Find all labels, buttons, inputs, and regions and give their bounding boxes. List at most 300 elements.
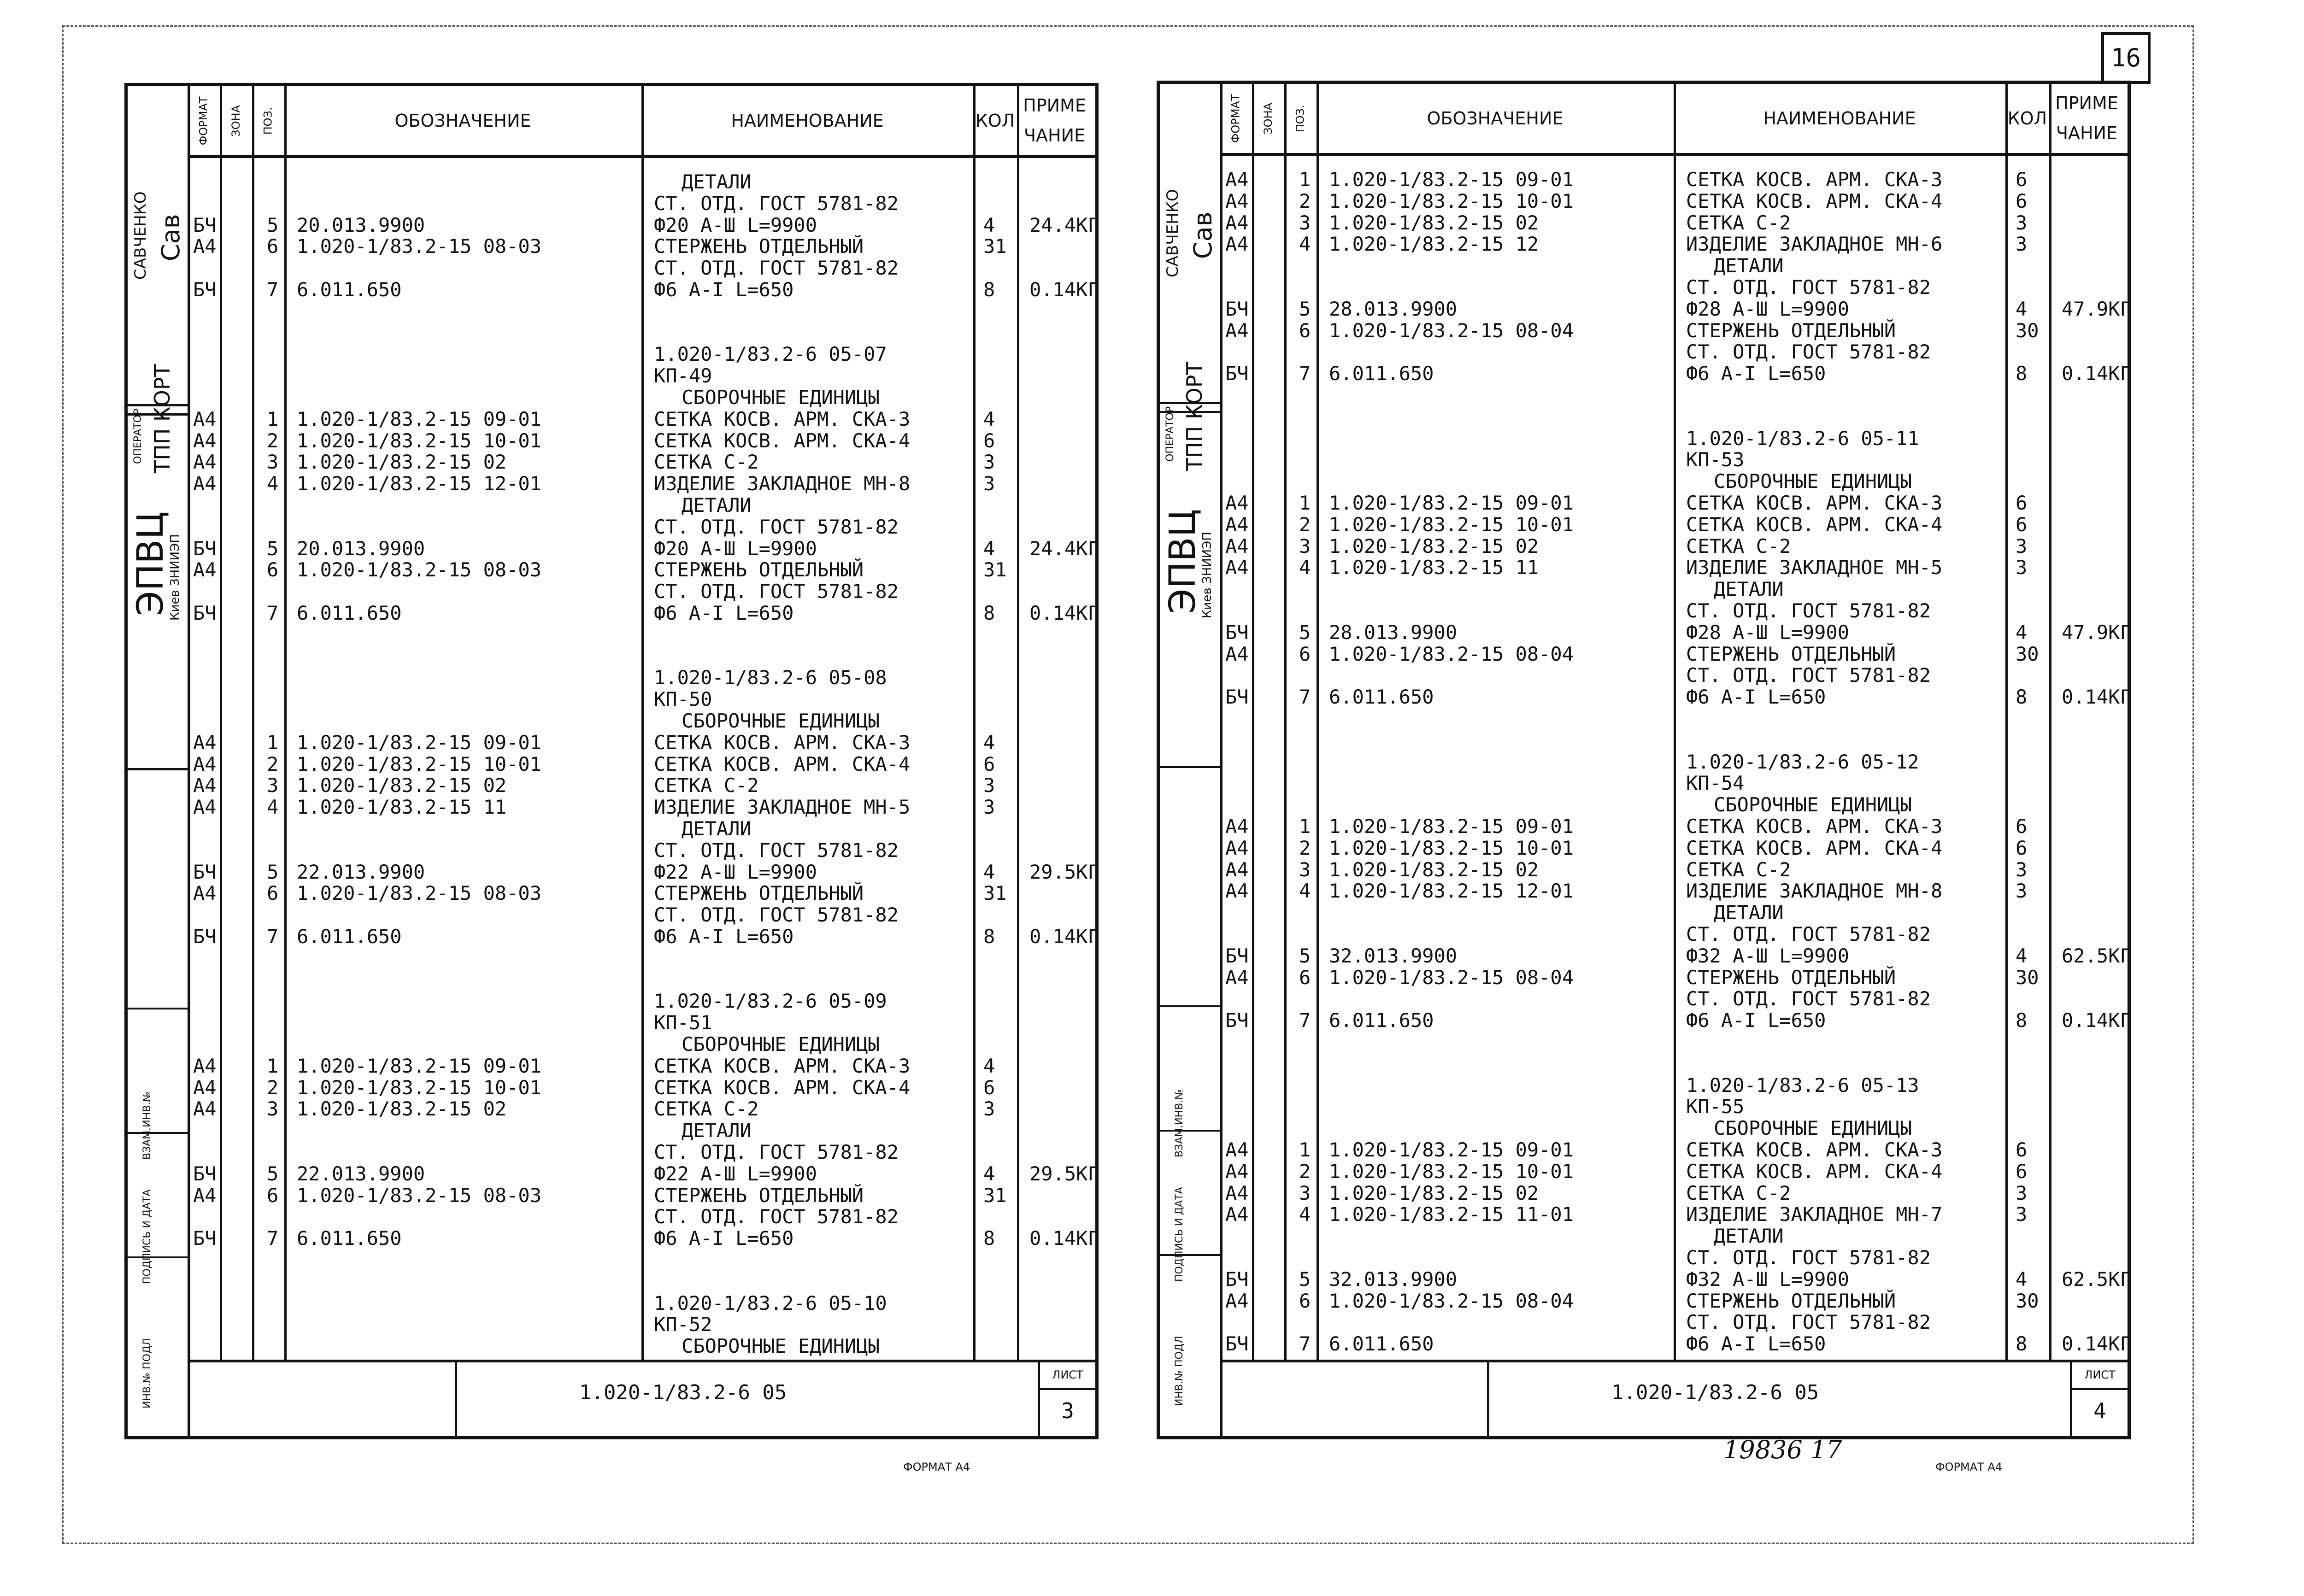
stamp-divider [128, 1008, 188, 1009]
row-designation: 1.020-1/83.2-15 09-01 [297, 407, 542, 430]
table-row [188, 1098, 1095, 1120]
row-qty: 4 [2016, 1267, 2028, 1291]
table-row [1220, 644, 2128, 665]
row-name: СЕТКА С-2 [1686, 211, 1791, 234]
row-designation: 1.020-1/83.2-15 12-01 [1329, 880, 1574, 903]
row-name: 1.020-1/83.2-6 05-12 [1686, 750, 1919, 773]
row-name: Ф6 А-I L=650 [1686, 362, 1826, 385]
table-row [188, 430, 1095, 452]
row-note: 24.4КГ [1029, 213, 1099, 236]
stamp-archive-label: ИНВ.№ ПОДЛ [141, 1338, 153, 1408]
row-name: ДЕТАЛИ [682, 170, 752, 193]
row-designation: 1.020-1/83.2-15 11 [1329, 556, 1539, 579]
row-name: Ф6 А-I L=650 [654, 278, 794, 301]
row-note: 0.14КГ [1029, 278, 1099, 301]
row-name: СЕТКА КОСВ. АРМ. СКА-4 [654, 752, 911, 775]
row-name: СТЕРЖЕНЬ ОТДЕЛЬНЫЙ [654, 882, 864, 905]
row-qty: 6 [2016, 492, 2028, 514]
row-qty: 3 [2016, 556, 2028, 579]
row-name: СЕТКА КОСВ. АРМ. СКА-4 [1686, 513, 1943, 536]
header-note-line1: ПРИМЕ [2055, 93, 2118, 114]
table-row [1220, 234, 2128, 255]
row-format: А4 [1225, 1289, 1249, 1312]
row-format: БЧ [1225, 1009, 1249, 1032]
row-pos: 1 [267, 407, 279, 430]
row-name: Ф22 А-Ш L=9900 [654, 860, 817, 883]
table-row [1220, 385, 2128, 406]
row-designation: 1.020-1/83.2-15 02 [297, 1097, 507, 1121]
row-name: СТ. ОТД. ГОСТ 5781-82 [1686, 276, 1931, 299]
table-row [188, 775, 1095, 796]
row-format: А4 [1225, 815, 1249, 838]
row-name: СЕТКА С-2 [654, 451, 759, 474]
row-note: 47.9КГ [2062, 621, 2132, 644]
row-name: 1.020-1/83.2-6 05-13 [1686, 1074, 1919, 1097]
row-name: Ф20 А-Ш L=9900 [654, 537, 817, 560]
row-qty: 4 [983, 731, 995, 754]
row-format: А4 [1225, 168, 1249, 191]
row-format: А4 [193, 429, 217, 452]
table-row [1220, 406, 2128, 428]
sheet-number: 4 [2093, 1398, 2106, 1423]
row-qty: 6 [2016, 168, 2028, 191]
row-name: ДЕТАЛИ [1714, 1225, 1784, 1248]
table-row [188, 689, 1095, 710]
row-note: 0.14КГ [1029, 602, 1099, 624]
table-row [1220, 557, 2128, 578]
row-pos: 2 [1299, 513, 1311, 536]
row-name: СТ. ОТД. ГОСТ 5781-82 [654, 515, 899, 538]
table-row [188, 667, 1095, 688]
row-name: 1.020-1/83.2-6 05-09 [654, 990, 887, 1013]
row-format: А4 [193, 731, 217, 754]
row-designation: 1.020-1/83.2-15 08-03 [297, 1184, 542, 1207]
row-format: БЧ [193, 1227, 217, 1250]
row-name: СЕТКА КОСВ. АРМ. СКА-4 [1686, 189, 1943, 212]
row-designation: 1.020-1/83.2-15 09-01 [297, 1054, 542, 1077]
table-row [1220, 794, 2128, 816]
table-row [1220, 1226, 2128, 1247]
spec-table [188, 86, 1099, 1436]
row-pos: 7 [1299, 1009, 1311, 1032]
header-format [1220, 84, 1252, 153]
row-qty: 6 [2016, 513, 2028, 536]
table-row [188, 840, 1095, 861]
row-name: СТЕРЖЕНЬ ОТДЕЛЬНЫЙ [654, 558, 864, 581]
title-block-divider [1487, 1362, 1489, 1436]
row-qty: 6 [983, 1076, 995, 1099]
row-format: А4 [193, 796, 217, 819]
table-row [1220, 277, 2128, 298]
row-name: СЕТКА С-2 [1686, 1181, 1791, 1204]
table-row [188, 258, 1095, 279]
row-name: Ф6 А-I L=650 [1686, 1332, 1826, 1355]
row-qty: 3 [983, 796, 995, 819]
row-format: БЧ [1225, 1332, 1249, 1355]
sheet-number-box [2070, 1362, 2128, 1436]
row-designation: 1.020-1/83.2-15 02 [297, 774, 507, 797]
table-row [188, 818, 1095, 839]
row-designation: 1.020-1/83.2-15 10-01 [1329, 836, 1574, 859]
table-row [1220, 708, 2128, 729]
row-format: А4 [1225, 189, 1249, 212]
row-name: СЕТКА КОСВ. АРМ. СКА-4 [1686, 1160, 1943, 1183]
row-format: А4 [1225, 233, 1249, 256]
row-designation: 22.013.9900 [297, 860, 425, 883]
row-name: СЕТКА С-2 [1686, 534, 1791, 557]
table-row [1220, 1247, 2128, 1268]
row-format: БЧ [1225, 621, 1249, 644]
row-designation: 1.020-1/83.2-15 09-01 [1329, 815, 1574, 838]
table-row [1220, 191, 2128, 212]
table-row [188, 754, 1095, 775]
row-pos: 1 [1299, 1138, 1311, 1161]
row-pos: 7 [267, 925, 279, 948]
row-qty: 4 [983, 1054, 995, 1077]
row-format: БЧ [1225, 362, 1249, 385]
table-row [1220, 944, 2132, 967]
table-row [1220, 169, 2128, 190]
row-pos: 6 [267, 558, 279, 581]
row-qty: 4 [2016, 621, 2028, 644]
table-row [1220, 838, 2128, 859]
row-pos: 2 [267, 429, 279, 452]
table-row [1220, 686, 2132, 709]
table-row [1220, 1053, 2128, 1074]
row-note: 0.14КГ [1029, 1227, 1099, 1250]
row-format: А4 [1225, 492, 1249, 514]
table-row [188, 1250, 1095, 1271]
row-name: СТ. ОТД. ГОСТ 5781-82 [1686, 664, 1931, 687]
row-qty: 6 [2016, 1138, 2028, 1161]
row-name: СБОРОЧНЫЕ ЕДИНИЦЫ [1714, 793, 1912, 816]
row-qty: 4 [983, 860, 995, 883]
row-qty: 30 [2016, 1289, 2039, 1312]
row-pos: 7 [1299, 686, 1311, 709]
row-name: Ф6 А-I L=650 [1686, 686, 1826, 709]
row-designation: 1.020-1/83.2-15 11 [297, 796, 507, 819]
row-name: СЕТКА КОСВ. АРМ. СКА-3 [1686, 1138, 1943, 1161]
table-row [188, 1271, 1095, 1292]
row-qty: 31 [983, 558, 1007, 581]
table-row [188, 581, 1095, 602]
table-row [1220, 924, 2128, 945]
row-name: 1.020-1/83.2-6 05-11 [1686, 427, 1919, 450]
row-note: 0.14КГ [1029, 925, 1099, 948]
row-pos: 4 [1299, 880, 1311, 903]
row-name: КП-54 [1686, 772, 1745, 795]
table-row [188, 646, 1095, 667]
stamp-divider [128, 1256, 188, 1258]
row-name: Ф28 А-Ш L=9900 [1686, 297, 1850, 320]
row-qty: 4 [2016, 297, 2028, 320]
table-row [1220, 1204, 2128, 1225]
row-note: 0.14КГ [2062, 362, 2132, 385]
row-qty: 6 [983, 752, 995, 775]
table-row [1220, 730, 2128, 751]
row-name: СЕТКА КОСВ. АРМ. СКА-4 [1686, 836, 1943, 859]
row-pos: 1 [1299, 168, 1311, 191]
row-name: СЕТКА КОСВ. АРМ. СКА-4 [654, 1076, 911, 1099]
row-qty: 3 [2016, 233, 2028, 256]
stamp-org: ЭПВЦ [130, 511, 171, 616]
row-name: Ф6 А-I L=650 [654, 925, 794, 948]
row-name: ДЕТАЛИ [682, 494, 752, 516]
row-name: Ф22 А-Ш L=9900 [654, 1162, 817, 1185]
row-pos: 5 [267, 1162, 279, 1185]
row-note: 24.4КГ [1029, 537, 1099, 560]
row-pos: 6 [267, 235, 279, 258]
row-qty: 8 [983, 602, 995, 624]
row-pos: 3 [1299, 1181, 1311, 1204]
sheet-label: ЛИСТ [1040, 1362, 1095, 1390]
row-qty: 30 [2016, 642, 2039, 665]
row-designation: 1.020-1/83.2-15 08-03 [297, 558, 542, 581]
table-row [188, 1293, 1095, 1314]
row-format: А4 [1225, 513, 1249, 536]
row-format: А4 [193, 752, 217, 775]
row-name: СТЕРЖЕНЬ ОТДЕЛЬНЫЙ [654, 235, 864, 258]
row-name: ИЗДЕЛИЕ ЗАКЛАДНОЕ МН-5 [654, 796, 911, 819]
row-qty: 4 [983, 407, 995, 430]
row-qty: 31 [983, 882, 1007, 905]
header-format-label: ФОРМАТ [197, 96, 210, 145]
row-designation: 1.020-1/83.2-15 08-04 [1329, 319, 1574, 342]
row-designation: 1.020-1/83.2-15 08-03 [297, 882, 542, 905]
row-format: А4 [193, 558, 217, 581]
stamp-archive-label: ПОДПИСЬ И ДАТА [1174, 1187, 1185, 1282]
table-row [188, 602, 1099, 624]
row-designation: 1.020-1/83.2-15 02 [297, 451, 507, 474]
row-qty: 30 [2016, 319, 2039, 342]
row-pos: 6 [267, 1184, 279, 1207]
title-block-code: 1.020-1/83.2-6 05 [1611, 1381, 1819, 1404]
table-row [188, 495, 1095, 516]
row-qty: 4 [2016, 944, 2028, 967]
row-designation: 1.020-1/83.2-15 08-04 [1329, 642, 1574, 665]
title-block [1220, 1360, 2128, 1436]
row-designation: 1.020-1/83.2-15 02 [1329, 858, 1539, 881]
row-name: СЕТКА С-2 [654, 1097, 759, 1121]
row-format: А4 [1225, 966, 1249, 989]
stamp-divider [128, 404, 188, 406]
table-row [188, 732, 1095, 753]
table-row [188, 1056, 1095, 1077]
header-designation: ОБОЗНАЧЕНИЕ [394, 110, 531, 131]
row-pos: 6 [1299, 1289, 1311, 1312]
row-name: СБОРОЧНЫЕ ЕДИНИЦЫ [1714, 1117, 1912, 1140]
row-format: А4 [1225, 556, 1249, 579]
row-pos: 7 [267, 602, 279, 624]
row-qty: 8 [2016, 1009, 2028, 1032]
row-qty: 3 [983, 1097, 995, 1121]
stamp-divider [1160, 766, 1220, 768]
row-pos: 6 [1299, 966, 1311, 989]
row-pos: 7 [267, 278, 279, 301]
row-pos: 4 [1299, 1203, 1311, 1226]
row-designation: 1.020-1/83.2-15 12-01 [297, 472, 542, 495]
row-name: ИЗДЕЛИЕ ЗАКЛАДНОЕ МН-8 [654, 472, 911, 495]
table-row [1220, 1312, 2128, 1333]
row-name: СЕТКА КОСВ. АРМ. СКА-4 [654, 429, 911, 452]
table-row [1220, 773, 2128, 794]
row-name: СТ. ОТД. ГОСТ 5781-82 [1686, 1246, 1931, 1269]
table-row [1220, 988, 2128, 1009]
row-format: А4 [193, 882, 217, 905]
row-name: СБОРОЧНЫЕ ЕДИНИЦЫ [1714, 470, 1912, 493]
row-designation: 1.020-1/83.2-15 10-01 [1329, 1160, 1574, 1183]
row-name: СТ. ОТД. ГОСТ 5781-82 [1686, 599, 1931, 622]
row-name: СТ. ОТД. ГОСТ 5781-82 [654, 904, 899, 927]
row-qty: 31 [983, 235, 1007, 258]
header-pos [1284, 84, 1317, 153]
row-name: КП-50 [654, 688, 712, 711]
stamp-role: ОПЕРАТОР [132, 408, 144, 464]
row-qty: 3 [2016, 858, 2028, 881]
table-row [188, 797, 1095, 818]
header-pos-label: ПОЗ. [261, 107, 275, 135]
row-designation: 6.011.650 [1329, 686, 1434, 709]
table-row [188, 1227, 1099, 1250]
row-qty: 3 [983, 774, 995, 797]
row-name: Ф32 А-Ш L=9900 [1686, 1267, 1850, 1291]
row-name: СТ. ОТД. ГОСТ 5781-82 [654, 839, 899, 862]
row-format: БЧ [1225, 1267, 1249, 1291]
row-designation: 20.013.9900 [297, 537, 425, 560]
table-row [1220, 255, 2128, 276]
table-row [188, 1206, 1095, 1227]
table-row [188, 1314, 1095, 1335]
row-qty: 3 [2016, 880, 2028, 903]
row-name: 1.020-1/83.2-6 05-08 [654, 666, 887, 689]
row-designation: 6.011.650 [1329, 362, 1434, 385]
row-name: КП-53 [1686, 448, 1745, 471]
stamp-signature: Сав [1188, 211, 1217, 259]
row-note: 62.5КГ [2062, 1267, 2132, 1291]
header-note-line1: ПРИМЕ [1023, 95, 1086, 116]
row-format: БЧ [1225, 944, 1249, 967]
row-pos: 3 [1299, 211, 1311, 234]
table-row [1220, 579, 2128, 600]
row-format: А4 [1225, 858, 1249, 881]
table-row [188, 301, 1095, 322]
table-row [1220, 320, 2128, 341]
stamp-archive-label: ВЗАМ.ИНВ.№ [1174, 1089, 1185, 1157]
row-qty: 8 [983, 925, 995, 948]
title-block [188, 1360, 1095, 1436]
row-designation: 22.013.9900 [297, 1162, 425, 1185]
stamp-org-sub: Киев ЗНИИЭП [1200, 532, 1214, 618]
row-name: СЕТКА КОСВ. АРМ. СКА-3 [654, 731, 911, 754]
stamp-archive-label: ПОДПИСЬ И ДАТА [141, 1189, 153, 1284]
row-name: ДЕТАЛИ [682, 1119, 752, 1142]
table-header [1220, 84, 2128, 156]
row-pos: 2 [267, 752, 279, 775]
row-format: А4 [193, 774, 217, 797]
row-name: СБОРОЧНЫЕ ЕДИНИЦЫ [682, 1335, 880, 1358]
row-name: СТЕРЖЕНЬ ОТДЕЛЬНЫЙ [654, 1184, 864, 1207]
stamp-surname: САВЧЕНКО [1164, 189, 1182, 277]
row-format: А4 [193, 451, 217, 474]
row-qty: 3 [2016, 211, 2028, 234]
table-row [1220, 880, 2128, 902]
row-format: А4 [193, 1076, 217, 1099]
row-name: СЕТКА КОСВ. АРМ. СКА-3 [1686, 815, 1943, 838]
table-row [188, 1185, 1095, 1206]
row-name: 1.020-1/83.2-6 05-07 [654, 343, 887, 366]
row-name: СТ. ОТД. ГОСТ 5781-82 [654, 257, 899, 280]
table-row [1220, 665, 2128, 686]
row-format: А4 [1225, 534, 1249, 557]
row-name: СЕТКА КОСВ. АРМ. СКА-3 [1686, 492, 1943, 514]
row-name: ИЗДЕЛИЕ ЗАКЛАДНОЕ МН-8 [1686, 880, 1943, 903]
table-row [188, 559, 1095, 581]
row-name: СТ. ОТД. ГОСТ 5781-82 [654, 1205, 899, 1228]
row-name: 1.020-1/83.2-6 05-10 [654, 1291, 887, 1314]
table-row [188, 969, 1095, 991]
table-row [188, 710, 1095, 732]
row-designation: 6.011.650 [297, 602, 402, 624]
row-pos: 5 [1299, 944, 1311, 967]
row-designation: 28.013.9900 [1329, 621, 1458, 644]
row-name: СТ. ОТД. ГОСТ 5781-82 [654, 1141, 899, 1163]
row-name: ИЗДЕЛИЕ ЗАКЛАДНОЕ МН-6 [1686, 233, 1943, 256]
row-designation: 1.020-1/83.2-15 09-01 [1329, 168, 1574, 191]
row-name: СБОРОЧНЫЕ ЕДИНИЦЫ [682, 1033, 880, 1056]
sheet-number: 3 [1061, 1398, 1074, 1423]
row-format: БЧ [1225, 297, 1249, 320]
row-name: СТЕРЖЕНЬ ОТДЕЛЬНЫЙ [1686, 966, 1896, 989]
row-qty: 3 [2016, 1203, 2028, 1226]
table-row [188, 991, 1095, 1012]
row-name: СТ. ОТД. ГОСТ 5781-82 [1686, 340, 1931, 364]
row-qty: 8 [983, 1227, 995, 1250]
row-designation: 1.020-1/83.2-15 02 [1329, 211, 1539, 234]
row-format: А4 [1225, 1181, 1249, 1204]
row-pos: 7 [1299, 362, 1311, 385]
row-name: ИЗДЕЛИЕ ЗАКЛАДНОЕ МН-7 [1686, 1203, 1943, 1226]
header-name: НАИМЕНОВАНИЕ [731, 110, 884, 131]
table-row [1220, 297, 2132, 320]
title-block-divider [455, 1362, 457, 1436]
row-pos: 4 [267, 796, 279, 819]
row-pos: 6 [1299, 642, 1311, 665]
row-name: Ф6 А-I L=650 [654, 602, 794, 624]
row-pos: 5 [267, 537, 279, 560]
row-qty: 3 [983, 451, 995, 474]
header-format [188, 86, 220, 155]
row-format: А4 [1225, 880, 1249, 903]
format-label: ФОРМАТ А4 [1935, 1461, 2003, 1473]
stamp-divider [1160, 402, 1220, 404]
row-designation: 1.020-1/83.2-15 09-01 [1329, 1138, 1574, 1161]
row-name: СТ. ОТД. ГОСТ 5781-82 [1686, 1311, 1931, 1334]
header-note-line2: ЧАНИЕ [1023, 125, 1086, 146]
table-row [1220, 1096, 2128, 1117]
header-zone-label: ЗОНА [1261, 102, 1275, 135]
row-name: Ф28 А-Ш L=9900 [1686, 621, 1850, 644]
table-row [188, 1162, 1099, 1185]
row-note: 29.5КГ [1029, 1162, 1099, 1185]
table-row [188, 344, 1095, 365]
row-name: СТ. ОТД. ГОСТ 5781-82 [1686, 923, 1931, 945]
handwritten-number: 19836 17 [1723, 1435, 1842, 1464]
table-row [1220, 621, 2132, 644]
row-name: Ф32 А-Ш L=9900 [1686, 944, 1850, 967]
table-row [188, 323, 1095, 344]
row-pos: 5 [267, 860, 279, 883]
row-qty: 6 [983, 429, 995, 452]
